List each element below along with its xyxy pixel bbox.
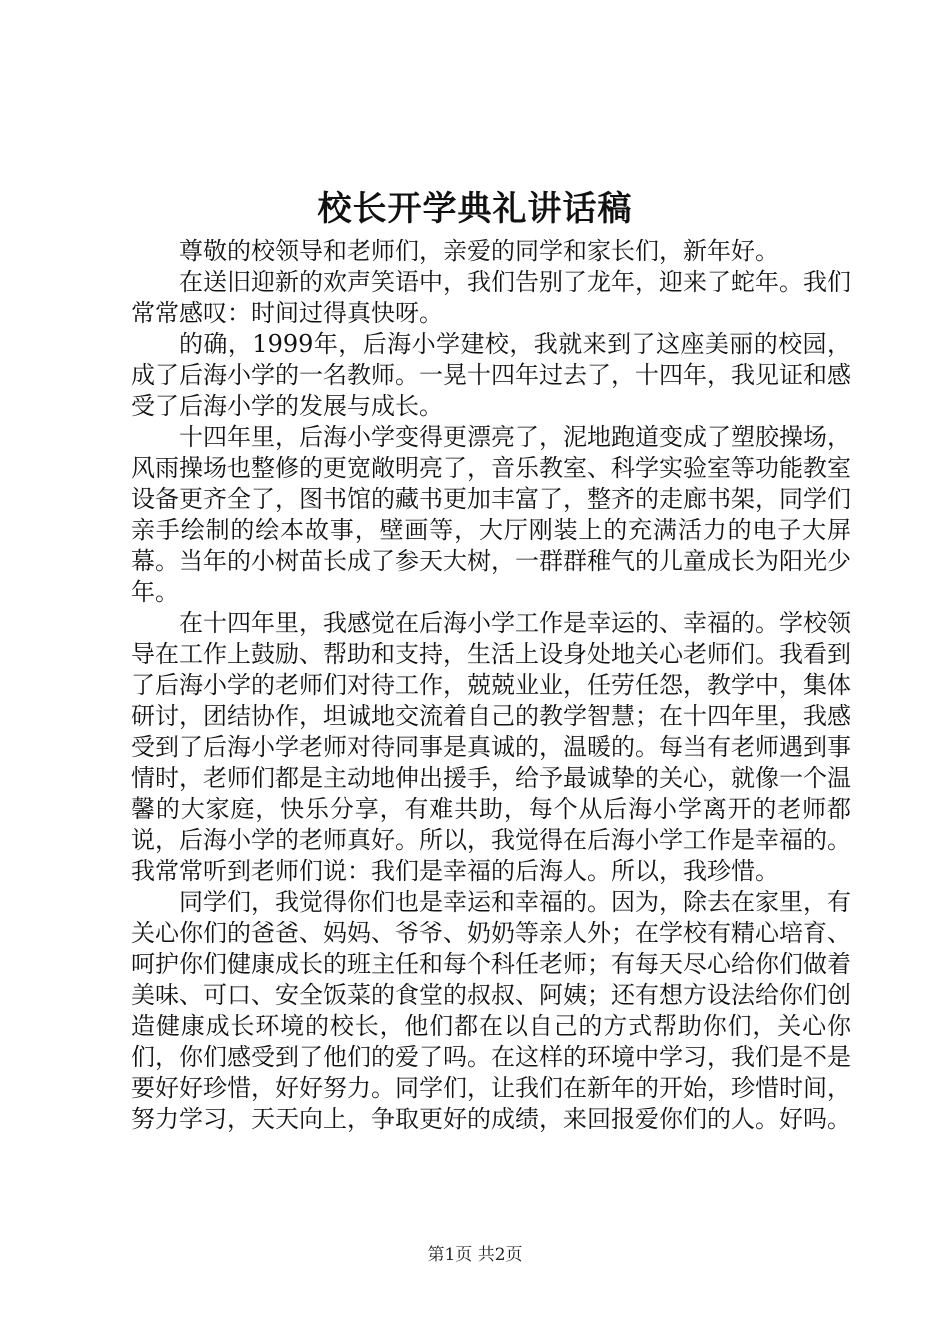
paragraph-greeting: 尊敬的校领导和老师们，亲爱的同学和家长们，新年好。: [179, 237, 779, 265]
paragraph-since-1999: 的确，1999年，后海小学建校，我就来到了这座美丽的校园，成了后海小学的一名教师。一晃十四年过去了，十四年，我见证和感受了后海小学的发展与成长。: [131, 330, 851, 420]
document-body: [131, 236, 851, 1135]
paragraph-students: 同学们，我觉得你们也是幸运和幸福的。因为，除去在家里，有关心你们的爸爸、妈妈、爷爷、奶奶等亲人外；在学校有精心培育、呵护你们健康成长的班主任和每个科任老师；有每天尽心给你们做着美味、可口、安全饭菜的食堂的叔叔、阿姨；还有想方设法给你们创造健康成长环境的校长，他们都在以自己的方式帮助你们，关心你们，你们感受到了他们的爱了吗。在这样的环境中学习，我们是不是要好好珍惜，好好努力。同学们，让我们在新年的开始，珍惜时间，努力学习，天天向上，争取更好的成绩，来回报爱你们的人。好吗。: [131, 888, 851, 1133]
paragraph-new-year: 在送旧迎新的欢声笑语中，我们告别了龙年，迎来了蛇年。我们常常感叹：时间过得真快呀。: [131, 268, 851, 327]
document-title: 校长开学典礼讲话稿: [317, 189, 633, 229]
paragraph-campus-changes: 十四年里，后海小学变得更漂亮了，泥地跑道变成了塑胶操场，风雨操场也整修的更宽敞明亮了，音乐教室、科学实验室等功能教室设备更齐全了，图书馆的藏书更加丰富了，整齐的走廊书架，同学们亲手绘制的绘本故事，壁画等，大厅刚装上的充满活力的电子大屏幕。当年的小树苗长成了参天大树，一群群稚气的儿童成长为阳光少年。: [131, 423, 851, 606]
paragraph-teachers: 在十四年里，我感觉在后海小学工作是幸运的、幸福的。学校领导在工作上鼓励、帮助和支持，生活上设身处地关心老师们。我看到了后海小学的老师们对待工作，兢兢业业，任劳任怨，教学中，集体研讨，团结协作，坦诚地交流着自己的教学智慧；在十四年里，我感受到了后海小学老师对待同事是真诚的，温暖的。每当有老师遇到事情时，老师们都是主动地伸出援手，给予最诚挚的关心，就像一个温馨的大家庭，快乐分享，有难共助，每个从后海小学离开的老师都说，后海小学的老师真好。所以，我觉得在后海小学工作是幸福的。我常常听到老师们说：我们是幸福的后海人。所以，我珍惜。: [131, 609, 851, 885]
page-number: 第1页 共2页: [427, 1245, 523, 1265]
